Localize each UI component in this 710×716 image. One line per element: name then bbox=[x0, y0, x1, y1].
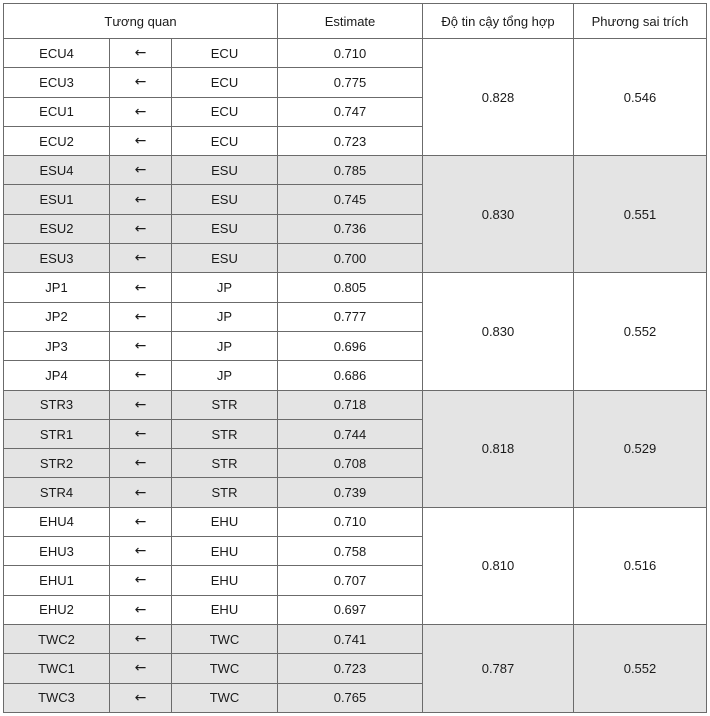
indicator-cell: ECU2 bbox=[4, 126, 110, 155]
indicator-cell: STR3 bbox=[4, 390, 110, 419]
indicator-cell: EHU2 bbox=[4, 595, 110, 624]
indicator-cell: EHU4 bbox=[4, 507, 110, 536]
variance-extracted-cell: 0.546 bbox=[574, 39, 707, 156]
indicator-cell: ECU3 bbox=[4, 68, 110, 97]
estimate-cell: 0.745 bbox=[278, 185, 423, 214]
table-row bbox=[4, 273, 707, 302]
table-row bbox=[4, 39, 707, 68]
estimate-cell: 0.723 bbox=[278, 126, 423, 155]
left-arrow-icon: ← bbox=[110, 683, 172, 712]
construct-cell: EHU bbox=[172, 566, 278, 595]
construct-cell: STR bbox=[172, 419, 278, 448]
left-arrow-icon: ← bbox=[110, 126, 172, 155]
construct-cell: TWC bbox=[172, 654, 278, 683]
left-arrow-icon: ← bbox=[110, 537, 172, 566]
construct-cell: STR bbox=[172, 449, 278, 478]
construct-cell: TWC bbox=[172, 624, 278, 653]
left-arrow-icon: ← bbox=[110, 244, 172, 273]
construct-cell: JP bbox=[172, 302, 278, 331]
variance-extracted-cell: 0.552 bbox=[574, 273, 707, 390]
left-arrow-icon: ← bbox=[110, 214, 172, 243]
estimate-cell: 0.744 bbox=[278, 419, 423, 448]
construct-cell: EHU bbox=[172, 595, 278, 624]
header-estimate: Estimate bbox=[278, 4, 423, 39]
construct-cell: STR bbox=[172, 478, 278, 507]
estimate-cell: 0.708 bbox=[278, 449, 423, 478]
left-arrow-icon: ← bbox=[110, 566, 172, 595]
construct-cell: ECU bbox=[172, 39, 278, 68]
table-row bbox=[4, 624, 707, 653]
indicator-cell: ECU1 bbox=[4, 97, 110, 126]
estimate-cell: 0.696 bbox=[278, 331, 423, 360]
indicator-cell: TWC3 bbox=[4, 683, 110, 712]
construct-cell: ESU bbox=[172, 185, 278, 214]
indicator-cell: JP2 bbox=[4, 302, 110, 331]
composite-reliability-cell: 0.818 bbox=[423, 390, 574, 507]
left-arrow-icon: ← bbox=[110, 331, 172, 360]
table-body bbox=[4, 39, 707, 713]
table-header bbox=[4, 4, 707, 39]
indicator-cell: ESU3 bbox=[4, 244, 110, 273]
table-row bbox=[4, 156, 707, 185]
construct-cell: ESU bbox=[172, 214, 278, 243]
estimate-cell: 0.805 bbox=[278, 273, 423, 302]
estimate-cell: 0.785 bbox=[278, 156, 423, 185]
left-arrow-icon: ← bbox=[110, 302, 172, 331]
left-arrow-icon: ← bbox=[110, 449, 172, 478]
indicator-cell: ECU4 bbox=[4, 39, 110, 68]
indicator-cell: ESU1 bbox=[4, 185, 110, 214]
construct-cell: TWC bbox=[172, 683, 278, 712]
variance-extracted-cell: 0.552 bbox=[574, 624, 707, 712]
indicator-cell: ESU2 bbox=[4, 214, 110, 243]
estimate-cell: 0.710 bbox=[278, 39, 423, 68]
composite-reliability-cell: 0.830 bbox=[423, 273, 574, 390]
table-row bbox=[4, 390, 707, 419]
construct-cell: JP bbox=[172, 331, 278, 360]
table-row bbox=[4, 507, 707, 536]
indicator-cell: STR2 bbox=[4, 449, 110, 478]
construct-cell: ECU bbox=[172, 97, 278, 126]
left-arrow-icon: ← bbox=[110, 97, 172, 126]
estimate-cell: 0.697 bbox=[278, 595, 423, 624]
left-arrow-icon: ← bbox=[110, 478, 172, 507]
estimate-cell: 0.707 bbox=[278, 566, 423, 595]
left-arrow-icon: ← bbox=[110, 390, 172, 419]
estimate-cell: 0.777 bbox=[278, 302, 423, 331]
left-arrow-icon: ← bbox=[110, 507, 172, 536]
construct-cell: JP bbox=[172, 361, 278, 390]
left-arrow-icon: ← bbox=[110, 273, 172, 302]
estimate-cell: 0.700 bbox=[278, 244, 423, 273]
left-arrow-icon: ← bbox=[110, 185, 172, 214]
composite-reliability-cell: 0.810 bbox=[423, 507, 574, 624]
estimate-cell: 0.758 bbox=[278, 537, 423, 566]
left-arrow-icon: ← bbox=[110, 624, 172, 653]
estimate-cell: 0.765 bbox=[278, 683, 423, 712]
left-arrow-icon: ← bbox=[110, 419, 172, 448]
header-variance-extracted: Phương sai trích bbox=[574, 4, 707, 39]
construct-cell: ECU bbox=[172, 68, 278, 97]
construct-cell: EHU bbox=[172, 537, 278, 566]
indicator-cell: JP3 bbox=[4, 331, 110, 360]
left-arrow-icon: ← bbox=[110, 595, 172, 624]
indicator-cell: JP4 bbox=[4, 361, 110, 390]
composite-reliability-cell: 0.787 bbox=[423, 624, 574, 712]
estimate-cell: 0.710 bbox=[278, 507, 423, 536]
reliability-table bbox=[3, 3, 707, 713]
variance-extracted-cell: 0.529 bbox=[574, 390, 707, 507]
estimate-cell: 0.686 bbox=[278, 361, 423, 390]
left-arrow-icon: ← bbox=[110, 361, 172, 390]
estimate-cell: 0.739 bbox=[278, 478, 423, 507]
left-arrow-icon: ← bbox=[110, 654, 172, 683]
indicator-cell: EHU1 bbox=[4, 566, 110, 595]
construct-cell: STR bbox=[172, 390, 278, 419]
variance-extracted-cell: 0.516 bbox=[574, 507, 707, 624]
estimate-cell: 0.736 bbox=[278, 214, 423, 243]
construct-cell: ESU bbox=[172, 244, 278, 273]
construct-cell: JP bbox=[172, 273, 278, 302]
variance-extracted-cell: 0.551 bbox=[574, 156, 707, 273]
indicator-cell: TWC2 bbox=[4, 624, 110, 653]
indicator-cell: TWC1 bbox=[4, 654, 110, 683]
composite-reliability-cell: 0.828 bbox=[423, 39, 574, 156]
left-arrow-icon: ← bbox=[110, 39, 172, 68]
construct-cell: ESU bbox=[172, 156, 278, 185]
indicator-cell: ESU4 bbox=[4, 156, 110, 185]
indicator-cell: STR1 bbox=[4, 419, 110, 448]
construct-cell: EHU bbox=[172, 507, 278, 536]
indicator-cell: STR4 bbox=[4, 478, 110, 507]
estimate-cell: 0.741 bbox=[278, 624, 423, 653]
estimate-cell: 0.723 bbox=[278, 654, 423, 683]
left-arrow-icon: ← bbox=[110, 68, 172, 97]
estimate-cell: 0.747 bbox=[278, 97, 423, 126]
header-composite-reliability: Độ tin cậy tổng hợp bbox=[423, 4, 574, 39]
composite-reliability-cell: 0.830 bbox=[423, 156, 574, 273]
estimate-cell: 0.718 bbox=[278, 390, 423, 419]
construct-cell: ECU bbox=[172, 126, 278, 155]
indicator-cell: JP1 bbox=[4, 273, 110, 302]
estimate-cell: 0.775 bbox=[278, 68, 423, 97]
header-relation: Tương quan bbox=[4, 4, 278, 39]
left-arrow-icon: ← bbox=[110, 156, 172, 185]
indicator-cell: EHU3 bbox=[4, 537, 110, 566]
